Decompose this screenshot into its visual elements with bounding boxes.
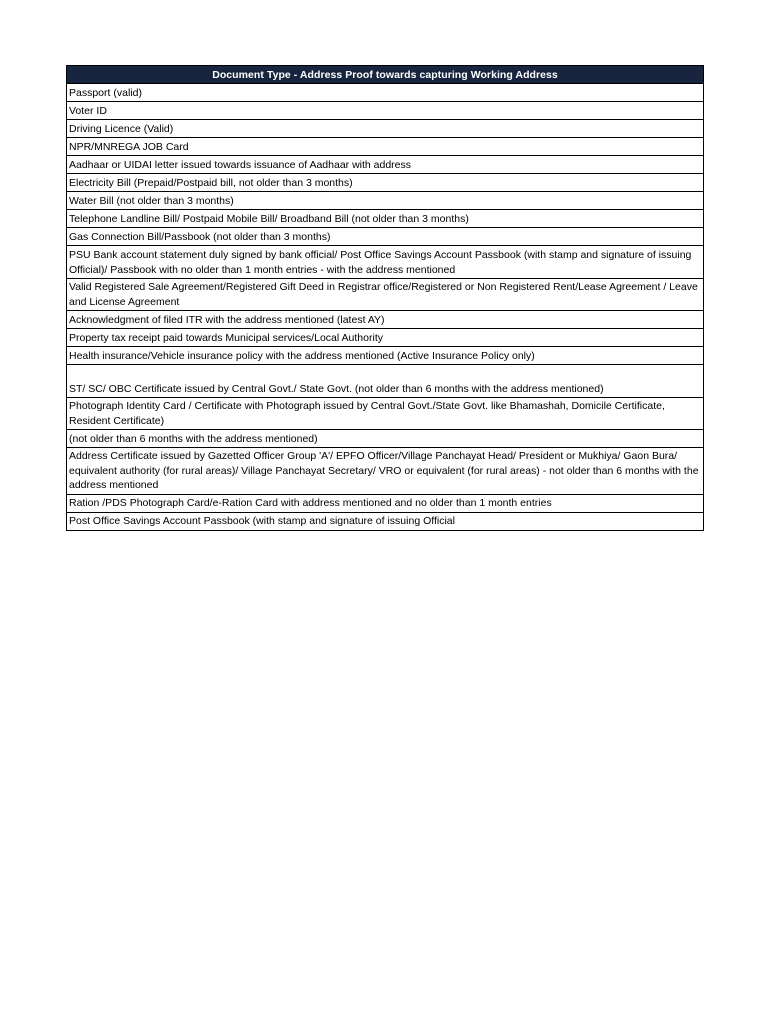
- table-cell-property-tax: Property tax receipt paid towards Municipal services/Local Authority: [67, 329, 704, 347]
- table-row: [67, 156, 704, 174]
- table-row: [67, 120, 704, 138]
- table-cell-caste-certificate: ST/ SC/ OBC Certificate issued by Central Govt./ State Govt. (not older than 6 months with the address mentioned): [67, 365, 704, 398]
- table-cell-photo-identity-card: Photograph Identity Card / Certificate with Photograph issued by Central Govt./State Govt. like Bhamashah, Domicile Certificate, Resident Certificate): [67, 398, 704, 430]
- table-row: [67, 174, 704, 192]
- table-cell-aadhaar: Aadhaar or UIDAI letter issued towards issuance of Aadhaar with address: [67, 156, 704, 174]
- table-cell-electricity-bill: Electricity Bill (Prepaid/Postpaid bill, not older than 3 months): [67, 174, 704, 192]
- table-header: Document Type - Address Proof towards capturing Working Address: [67, 66, 704, 84]
- table-cell-registered-agreement: Valid Registered Sale Agreement/Registered Gift Deed in Registrar office/Registered or Non Registered Rent/Lease Agreement / Leave and License Agreement: [67, 279, 704, 311]
- table-row: [67, 138, 704, 156]
- table-row: [67, 430, 704, 448]
- table-cell-npr-mnrega: NPR/MNREGA JOB Card: [67, 138, 704, 156]
- table-row: [67, 512, 704, 530]
- table-row: [67, 102, 704, 120]
- table-row: [67, 494, 704, 512]
- table-row: [67, 311, 704, 329]
- document-sheet: [66, 65, 704, 531]
- table-cell-water-bill: Water Bill (not older than 3 months): [67, 192, 704, 210]
- table-cell-ration-card: Ration /PDS Photograph Card/e-Ration Card with address mentioned and no older than 1 month entries: [67, 494, 704, 512]
- table-cell-passport: Passport (valid): [67, 84, 704, 102]
- table-row: [67, 365, 704, 398]
- table-cell-post-office-passbook: Post Office Savings Account Passbook (with stamp and signature of issuing Official: [67, 512, 704, 530]
- address-proof-table: [66, 65, 704, 531]
- table-row: [67, 329, 704, 347]
- table-cell-itr-acknowledgment: Acknowledgment of filed ITR with the address mentioned (latest AY): [67, 311, 704, 329]
- table-header-row: [67, 66, 704, 84]
- table-cell-voter-id: Voter ID: [67, 102, 704, 120]
- table-row: [67, 279, 704, 311]
- table-row: [67, 347, 704, 365]
- table-cell-insurance-policy: Health insurance/Vehicle insurance policy with the address mentioned (Active Insurance Policy only): [67, 347, 704, 365]
- table-cell-telephone-bill: Telephone Landline Bill/ Postpaid Mobile Bill/ Broadband Bill (not older than 3 months): [67, 210, 704, 228]
- table-row: [67, 398, 704, 430]
- table-row: [67, 448, 704, 495]
- table-cell-validity-note: (not older than 6 months with the address mentioned): [67, 430, 704, 448]
- table-cell-address-certificate: Address Certificate issued by Gazetted Officer Group 'A'/ EPFO Officer/Village Panchayat Head/ President or Mukhiya/ Gaon Bura/ equivalent authority (for rural areas)/ Village Panchayat Secretary/ VRO or equivalent (for rural areas) - not older than 6 months with the address mentioned: [67, 448, 704, 495]
- table-row: [67, 228, 704, 246]
- table-cell-psu-bank-statement: PSU Bank account statement duly signed by bank official/ Post Office Savings Account Passbook (with stamp and signature of issuing Official)/ Passbook with no older than 1 month entries - with the address mentioned: [67, 246, 704, 279]
- table-cell-gas-connection: Gas Connection Bill/Passbook (not older than 3 months): [67, 228, 704, 246]
- table-row: [67, 210, 704, 228]
- table-row: [67, 192, 704, 210]
- table-cell-driving-licence: Driving Licence (Valid): [67, 120, 704, 138]
- table-row: [67, 246, 704, 279]
- table-row: [67, 84, 704, 102]
